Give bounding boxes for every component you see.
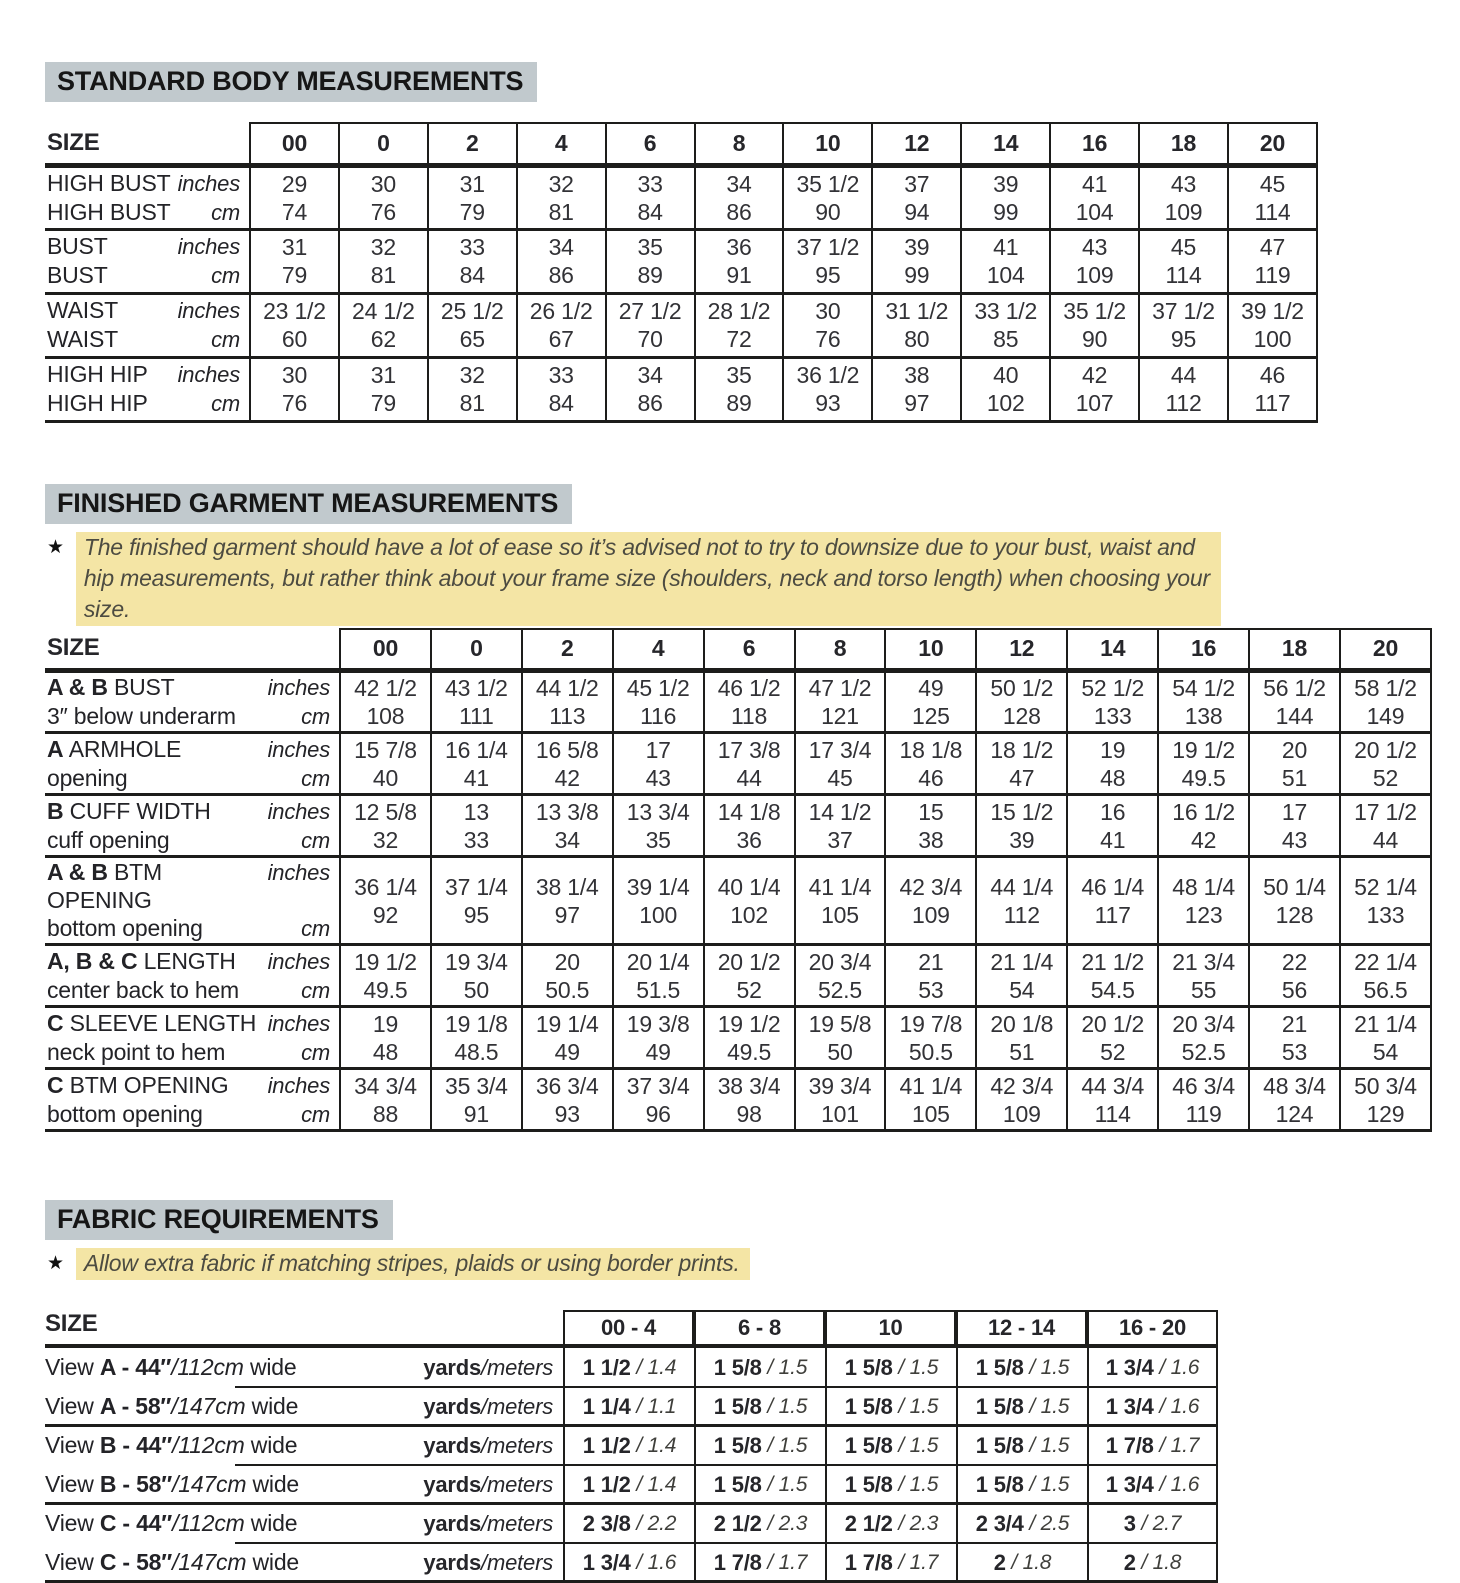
table-row-c-btm-opening: [45, 1069, 1431, 1131]
measurement-cell: 46 3/4 119: [1158, 1069, 1249, 1131]
yardage-cell: 1 3/4 / 1.6: [1087, 1348, 1218, 1387]
yardage-cell: 1 3/4 / 1.6: [1087, 1387, 1218, 1426]
table-row-c-sleeve-length: [45, 1007, 1431, 1069]
table-row-bust: [45, 229, 1317, 293]
size-column-header: 14: [1067, 629, 1158, 671]
measurement-cell: 39 3/4 101: [795, 1069, 886, 1131]
measurement-cell: 19 48: [340, 1007, 431, 1069]
measurement-cell: 42 1/2 108: [340, 671, 431, 733]
measurement-cell: 39 1/2 100: [1228, 293, 1317, 357]
measurement-cell: 46 1/4 117: [1067, 857, 1158, 945]
table-row-waist: [45, 293, 1317, 357]
measurement-cell: 20 1/2 52: [1067, 1007, 1158, 1069]
yards-meters-label: yards /meters: [423, 1549, 553, 1575]
fabric-view-label: View C - 44″ /112cm wide: [45, 1510, 298, 1536]
measurement-cell: 34 86: [695, 165, 784, 229]
yards-meters-label: yards /meters: [423, 1354, 553, 1380]
measurement-cell: 19 7/8 50.5: [885, 1007, 976, 1069]
measurement-cell: 20 50.5: [522, 945, 613, 1007]
measurement-cell: 19 1/4 49: [522, 1007, 613, 1069]
measurement-cell: 48 1/4 123: [1158, 857, 1249, 945]
fabric-row-view-c-44: [45, 1504, 1218, 1543]
measurement-cell: 50 3/4 129: [1340, 1069, 1431, 1131]
measurement-cell: 20 3/4 52.5: [795, 945, 886, 1007]
star-icon: ★: [47, 536, 64, 558]
size-column-header: 20: [1228, 123, 1317, 165]
size-column-header: 14: [961, 123, 1050, 165]
measurement-cell: 23 1/2 60: [250, 293, 339, 357]
fabric-view-label: View C - 58″ /147cm wide: [45, 1549, 300, 1575]
row-label: A, B & C LENGTH inches center back to hem cm: [47, 947, 330, 1003]
fabric-row-view-c-58: [45, 1543, 1218, 1582]
measurement-cell: 24 1/2 62: [339, 293, 428, 357]
yardage-cell: 2 3/8 / 2.2: [563, 1504, 694, 1543]
unit-inches: inches: [267, 1072, 330, 1098]
measurement-cell: 19 1/8 48.5: [431, 1007, 522, 1069]
size-header-row: [45, 629, 1431, 671]
size-column-header: 0: [431, 629, 522, 671]
table-row-ab-bust: [45, 671, 1431, 733]
measurement-cell: 37 94: [872, 165, 961, 229]
measurement-cell: 31 79: [250, 229, 339, 293]
measurement-cell: 21 53: [1249, 1007, 1340, 1069]
measurement-cell: 50 1/4 128: [1249, 857, 1340, 945]
yardage-cell: 1 5/8 / 1.5: [825, 1465, 956, 1504]
star-icon: ★: [47, 1253, 64, 1274]
measurement-cell: 38 3/4 98: [704, 1069, 795, 1131]
fabric-view-label: View B - 44″ /112cm wide: [45, 1432, 298, 1458]
size-column-header: 12: [872, 123, 961, 165]
measurement-cell: 35 1/2 90: [783, 165, 872, 229]
measurement-cell: 44 1/4 112: [976, 857, 1067, 945]
measurement-cell: 21 1/4 54: [1340, 1007, 1431, 1069]
measurement-cell: 28 1/2 72: [695, 293, 784, 357]
measurement-cell: 21 1/4 54: [976, 945, 1067, 1007]
fabric-requirements-section: [45, 1200, 1432, 1582]
yardage-cell: 1 7/8 / 1.7: [825, 1543, 956, 1582]
measurement-cell: 17 1/2 44: [1340, 795, 1431, 857]
yardage-cell: 1 5/8 / 1.5: [825, 1387, 956, 1426]
measurement-cell: 36 1/4 92: [340, 857, 431, 945]
measurement-cell: 19 1/2 49.5: [1158, 733, 1249, 795]
measurement-cell: 17 3/4 45: [795, 733, 886, 795]
measurement-cell: 46 117: [1228, 357, 1317, 421]
measurement-cell: 43 109: [1050, 229, 1139, 293]
measurement-cell: 19 1/2 49.5: [704, 1007, 795, 1069]
table-row-ab-btm-opening: [45, 857, 1431, 945]
standard-body-section: [45, 62, 1432, 423]
yards-meters-label: yards /meters: [423, 1510, 553, 1536]
measurement-cell: 37 1/4 95: [431, 857, 522, 945]
measurement-cell: 31 79: [339, 357, 428, 421]
measurement-cell: 34 3/4 88: [340, 1069, 431, 1131]
row-label: A & B BUST inches 3″ below underarm cm: [47, 674, 330, 729]
section-title-fabric-requirements: FABRIC REQUIREMENTS: [45, 1200, 393, 1240]
unit-inches: inches: [177, 362, 240, 387]
yardage-cell: 2 / 1.8: [956, 1543, 1087, 1582]
measurement-cell: 19 48: [1067, 733, 1158, 795]
measurement-cell: 30 76: [250, 357, 339, 421]
measurement-cell: 13 3/8 34: [522, 795, 613, 857]
measurement-cell: 15 1/2 39: [976, 795, 1067, 857]
measurement-cell: 33 1/2 85: [961, 293, 1050, 357]
yardage-cell: 1 5/8 / 1.5: [956, 1348, 1087, 1387]
row-label: B CUFF WIDTH inches cuff opening cm: [47, 797, 330, 853]
measurement-cell: 50 1/2 128: [976, 671, 1067, 733]
measurement-cell: 46 1/2 118: [704, 671, 795, 733]
unit-cm: cm: [211, 391, 240, 416]
measurement-cell: 18 1/8 46: [885, 733, 976, 795]
size-column-header: 4: [517, 123, 606, 165]
fabric-size-range-header: 6 - 8: [694, 1310, 825, 1344]
measurement-cell: 20 51: [1249, 733, 1340, 795]
unit-inches: inches: [267, 1010, 330, 1036]
measurement-cell: 13 33: [431, 795, 522, 857]
measurement-cell: 13 3/4 35: [613, 795, 704, 857]
unit-inches: inches: [267, 860, 330, 885]
fabric-row-view-b-58: [45, 1465, 1218, 1504]
fabric-row-view-a-58: [45, 1387, 1218, 1426]
measurement-cell: 39 1/4 100: [613, 857, 704, 945]
yardage-cell: 3 / 2.7: [1087, 1504, 1218, 1543]
fabric-view-label: View A - 44″ /112cm wide: [45, 1354, 297, 1380]
unit-inches: inches: [267, 736, 330, 762]
measurement-cell: 32 81: [428, 357, 517, 421]
size-column-header: 2: [428, 123, 517, 165]
finished-garment-section: [45, 484, 1432, 1133]
yardage-cell: 2 1/2 / 2.3: [694, 1504, 825, 1543]
measurement-cell: 17 3/8 44: [704, 733, 795, 795]
yardage-cell: 1 5/8 / 1.5: [694, 1387, 825, 1426]
yardage-cell: 2 3/4 / 2.5: [956, 1504, 1087, 1543]
measurement-cell: 22 1/4 56.5: [1340, 945, 1431, 1007]
yardage-cell: 2 / 1.8: [1087, 1543, 1218, 1582]
measurement-cell: 35 1/2 90: [1050, 293, 1139, 357]
measurement-cell: 33 84: [428, 229, 517, 293]
measurement-cell: 33 84: [606, 165, 695, 229]
size-column-header: 8: [795, 629, 886, 671]
yardage-cell: 1 5/8 / 1.5: [694, 1348, 825, 1387]
row-label: A ARMHOLE inches opening cm: [47, 735, 330, 791]
size-column-header: 16: [1050, 123, 1139, 165]
measurement-cell: 12 5/8 32: [340, 795, 431, 857]
measurement-cell: 38 1/4 97: [522, 857, 613, 945]
measurement-cell: 30 76: [339, 165, 428, 229]
measurement-cell: 15 7/8 40: [340, 733, 431, 795]
yardage-cell: 1 1/2 / 1.4: [563, 1465, 694, 1504]
measurement-cell: 40 1/4 102: [704, 857, 795, 945]
measurement-cell: 16 1/4 41: [431, 733, 522, 795]
finished-garment-table: [45, 628, 1432, 1133]
fabric-note-text: Allow extra fabric if matching stripes, plaids or using border prints.: [76, 1248, 750, 1280]
ease-note: [45, 532, 1432, 626]
measurement-cell: 19 5/8 50: [795, 1007, 886, 1069]
yardage-cell: 1 1/2 / 1.4: [563, 1426, 694, 1465]
measurement-cell: 44 112: [1139, 357, 1228, 421]
measurement-cell: 37 3/4 96: [613, 1069, 704, 1131]
fabric-table: [45, 1310, 1218, 1582]
unit-inches: inches: [267, 948, 330, 974]
measurement-cell: 21 3/4 55: [1158, 945, 1249, 1007]
yardage-cell: 1 5/8 / 1.5: [956, 1465, 1087, 1504]
measurement-cell: 54 1/2 138: [1158, 671, 1249, 733]
measurement-cell: 20 1/2 52: [1340, 733, 1431, 795]
measurement-cell: 35 89: [695, 357, 784, 421]
size-column-header: 0: [339, 123, 428, 165]
measurement-cell: 35 89: [606, 229, 695, 293]
fabric-size-label: SIZE: [45, 1310, 98, 1337]
row-label: C BTM OPENING inches bottom opening cm: [47, 1071, 330, 1127]
yardage-cell: 1 5/8 / 1.5: [694, 1426, 825, 1465]
measurement-cell: 41 104: [961, 229, 1050, 293]
measurement-cell: 27 1/2 70: [606, 293, 695, 357]
measurement-cell: 21 53: [885, 945, 976, 1007]
yardage-cell: 1 1/4 / 1.1: [563, 1387, 694, 1426]
table-row-b-cuff-width: [45, 795, 1431, 857]
yardage-cell: 1 5/8 / 1.5: [825, 1348, 956, 1387]
measurement-cell: 48 3/4 124: [1249, 1069, 1340, 1131]
size-column-header: 4: [613, 629, 704, 671]
measurement-cell: 39 99: [961, 165, 1050, 229]
measurement-cell: 42 3/4 109: [976, 1069, 1067, 1131]
table-row-abc-length: [45, 945, 1431, 1007]
yardage-cell: 1 7/8 / 1.7: [694, 1543, 825, 1582]
yards-meters-label: yards /meters: [423, 1471, 553, 1497]
measurement-cell: 36 91: [695, 229, 784, 293]
measurement-cell: 32 81: [517, 165, 606, 229]
measurement-cell: 36 1/2 93: [783, 357, 872, 421]
measurement-cell: 22 56: [1249, 945, 1340, 1007]
yardage-cell: 1 7/8 / 1.7: [1087, 1426, 1218, 1465]
measurement-cell: 16 1/2 42: [1158, 795, 1249, 857]
measurement-cell: 41 104: [1050, 165, 1139, 229]
measurement-cell: 31 79: [428, 165, 517, 229]
table-row-a-armhole: [45, 733, 1431, 795]
section-title-standard-body: STANDARD BODY MEASUREMENTS: [45, 62, 537, 102]
measurement-cell: 56 1/2 144: [1249, 671, 1340, 733]
unit-inches: inches: [177, 234, 240, 259]
size-column-header: 18: [1249, 629, 1340, 671]
fabric-size-range-header: 00 - 4: [563, 1310, 694, 1344]
measurement-cell: 16 5/8 42: [522, 733, 613, 795]
measurement-cell: 20 1/2 52: [704, 945, 795, 1007]
yards-meters-label: yards /meters: [423, 1393, 553, 1419]
measurement-cell: 35 3/4 91: [431, 1069, 522, 1131]
size-column-header: 00: [340, 629, 431, 671]
measurement-cell: 34 86: [606, 357, 695, 421]
fabric-row-view-b-44: [45, 1426, 1218, 1465]
measurement-cell: 15 38: [885, 795, 976, 857]
yardage-cell: 1 5/8 / 1.5: [694, 1465, 825, 1504]
size-column-header: 8: [695, 123, 784, 165]
table-row-high-hip: [45, 357, 1317, 421]
unit-cm: cm: [301, 977, 330, 1003]
yardage-cell: 1 3/4 / 1.6: [563, 1543, 694, 1582]
size-column-header: 20: [1340, 629, 1431, 671]
measurement-cell: 16 41: [1067, 795, 1158, 857]
measurement-cell: 52 1/2 133: [1067, 671, 1158, 733]
size-column-header: 12: [976, 629, 1067, 671]
row-label: HIGH HIP inches HIGH HIP cm: [47, 361, 240, 416]
row-label: HIGH BUST inches HIGH BUST cm: [47, 169, 240, 225]
measurement-cell: 20 1/8 51: [976, 1007, 1067, 1069]
measurement-cell: 14 1/2 37: [795, 795, 886, 857]
unit-inches: inches: [267, 675, 330, 700]
measurement-cell: 33 84: [517, 357, 606, 421]
measurement-cell: 40 102: [961, 357, 1050, 421]
unit-cm: cm: [211, 327, 240, 352]
fabric-size-range-header: 16 - 20: [1087, 1310, 1218, 1344]
unit-cm: cm: [211, 263, 240, 288]
measurement-cell: 45 114: [1139, 229, 1228, 293]
fabric-size-range-header: 12 - 14: [956, 1310, 1087, 1344]
fabric-view-label: View B - 58″ /147cm wide: [45, 1471, 300, 1497]
measurement-cell: 44 1/2 113: [522, 671, 613, 733]
measurement-cell: 58 1/2 149: [1340, 671, 1431, 733]
measurement-cell: 52 1/4 133: [1340, 857, 1431, 945]
ease-note-text: The finished garment should have a lot of ease so it’s advised not to try to downsize due to your bust, waist and hip measurements, but rather think about your frame size (shoulders, neck and torso length) when choosing your size.: [76, 532, 1221, 626]
measurement-cell: 19 1/2 49.5: [340, 945, 431, 1007]
fabric-note: [45, 1248, 1432, 1280]
measurement-cell: 37 1/2 95: [1139, 293, 1228, 357]
size-column-header: 10: [783, 123, 872, 165]
measurement-cell: 17 43: [613, 733, 704, 795]
unit-inches: inches: [267, 798, 330, 824]
measurement-cell: 45 1/2 116: [613, 671, 704, 733]
measurement-cell: 20 1/4 51.5: [613, 945, 704, 1007]
unit-cm: cm: [301, 765, 330, 791]
measurement-cell: 14 1/8 36: [704, 795, 795, 857]
measurement-cell: 43 109: [1139, 165, 1228, 229]
standard-body-table: [45, 122, 1318, 423]
measurement-cell: 29 74: [250, 165, 339, 229]
measurement-cell: 18 1/2 47: [976, 733, 1067, 795]
measurement-cell: 21 1/2 54.5: [1067, 945, 1158, 1007]
measurement-cell: 45 114: [1228, 165, 1317, 229]
yardage-cell: 1 5/8 / 1.5: [956, 1426, 1087, 1465]
fabric-view-label: View A - 58″ /147cm wide: [45, 1393, 299, 1419]
yardage-cell: 1 5/8 / 1.5: [956, 1387, 1087, 1426]
unit-cm: cm: [301, 1101, 330, 1127]
size-column-header: 6: [606, 123, 695, 165]
size-column-header: 10: [885, 629, 976, 671]
yardage-cell: 1 3/4 / 1.6: [1087, 1465, 1218, 1504]
measurement-cell: 47 119: [1228, 229, 1317, 293]
measurement-cell: 47 1/2 121: [795, 671, 886, 733]
row-label: BUST inches BUST cm: [47, 233, 240, 288]
unit-cm: cm: [301, 916, 330, 941]
size-label: SIZE: [47, 634, 100, 662]
measurement-cell: 32 81: [339, 229, 428, 293]
measurement-cell: 41 1/4 105: [795, 857, 886, 945]
measurement-cell: 44 3/4 114: [1067, 1069, 1158, 1131]
size-header-row: [45, 123, 1317, 165]
yardage-cell: 1 1/2 / 1.4: [563, 1348, 694, 1387]
yardage-cell: 1 5/8 / 1.5: [825, 1426, 956, 1465]
measurement-cell: 42 107: [1050, 357, 1139, 421]
measurement-cell: 36 3/4 93: [522, 1069, 613, 1131]
row-label: A & B BTM OPENING inches bottom opening cm: [47, 859, 330, 941]
section-title-finished-garment: FINISHED GARMENT MEASUREMENTS: [45, 484, 572, 524]
fabric-row-view-a-44: [45, 1348, 1218, 1387]
measurement-cell: 26 1/2 67: [517, 293, 606, 357]
row-label: C SLEEVE LENGTH inches neck point to hem cm: [47, 1009, 330, 1065]
yardage-cell: 2 1/2 / 2.3: [825, 1504, 956, 1543]
size-column-header: 16: [1158, 629, 1249, 671]
measurement-cell: 34 86: [517, 229, 606, 293]
unit-cm: cm: [211, 199, 240, 225]
size-column-header: 00: [250, 123, 339, 165]
size-label: SIZE: [47, 128, 100, 156]
unit-cm: cm: [301, 1039, 330, 1065]
fabric-size-range-header: 10: [825, 1310, 956, 1344]
measurement-cell: 30 76: [783, 293, 872, 357]
measurement-cell: 41 1/4 105: [885, 1069, 976, 1131]
measurement-cell: 17 43: [1249, 795, 1340, 857]
measurement-cell: 31 1/2 80: [872, 293, 961, 357]
size-column-header: 6: [704, 629, 795, 671]
measurement-cell: 19 3/8 49: [613, 1007, 704, 1069]
unit-inches: inches: [177, 170, 240, 196]
measurement-cell: 42 3/4 109: [885, 857, 976, 945]
measurement-cell: 39 99: [872, 229, 961, 293]
measurement-cell: 25 1/2 65: [428, 293, 517, 357]
measurement-cell: 49 125: [885, 671, 976, 733]
measurement-cell: 19 3/4 50: [431, 945, 522, 1007]
table-row-high-bust: [45, 165, 1317, 229]
yards-meters-label: yards /meters: [423, 1432, 553, 1458]
unit-inches: inches: [177, 298, 240, 323]
size-column-header: 18: [1139, 123, 1228, 165]
measurement-cell: 37 1/2 95: [783, 229, 872, 293]
measurement-cell: 43 1/2 111: [431, 671, 522, 733]
size-column-header: 2: [522, 629, 613, 671]
measurement-cell: 38 97: [872, 357, 961, 421]
fabric-header-row: [45, 1310, 1218, 1348]
unit-cm: cm: [301, 827, 330, 853]
unit-cm: cm: [301, 704, 330, 729]
row-label: WAIST inches WAIST cm: [47, 297, 240, 352]
measurement-cell: 20 3/4 52.5: [1158, 1007, 1249, 1069]
